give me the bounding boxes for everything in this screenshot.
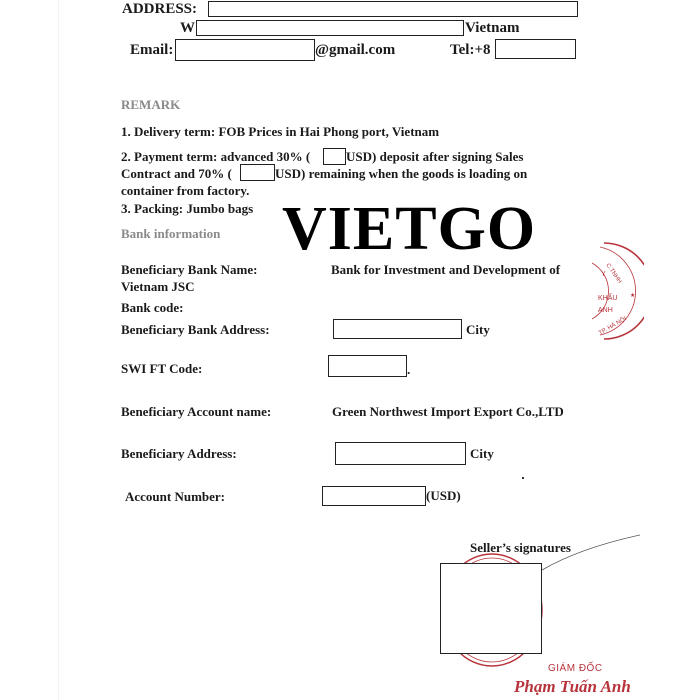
account-number-currency: (USD) — [426, 488, 461, 503]
swift-field[interactable] — [328, 355, 407, 377]
payment-line-1b: USD) deposit after signing Sales — [346, 149, 524, 164]
signature-stroke — [542, 535, 640, 570]
company-stamp-partial — [584, 235, 644, 345]
address-label: ADDRESS: — [122, 1, 198, 17]
stamp-text-4: TP. HÀ NỘI — [598, 316, 628, 337]
scan-edge — [58, 0, 59, 700]
bank-address-field[interactable] — [333, 319, 462, 339]
beneficiary-address-city: City — [470, 446, 494, 461]
account-number-field[interactable] — [322, 486, 426, 506]
delivery-term: 1. Delivery term: FOB Prices in Hai Phong port, Vietnam — [121, 124, 440, 139]
vietgo-watermark: VIETGO — [282, 195, 537, 263]
beneficiary-address-field[interactable] — [335, 442, 466, 465]
payment-line-2b: USD) remaining when the goods is loading on — [275, 166, 528, 181]
email-domain: @gmail.com — [315, 42, 396, 58]
stamp-text-3: ANH — [598, 307, 613, 314]
seller-signature-label: Seller’s signatures — [470, 540, 571, 555]
deposit-amount-field[interactable] — [323, 148, 346, 165]
bank-heading: Bank information — [121, 226, 221, 241]
bank-name-value: Bank for Investment and Development of — [331, 262, 561, 277]
account-name-label: Beneficiary Account name: — [121, 404, 272, 419]
email-label: Email: — [130, 42, 174, 58]
director-name: Phạm Tuấn Anh — [514, 677, 631, 696]
ward-prefix: W — [180, 20, 195, 36]
beneficiary-address-label: Beneficiary Address: — [121, 446, 237, 461]
remark-heading: REMARK — [121, 97, 181, 112]
address-field[interactable] — [208, 1, 578, 17]
signature-box[interactable] — [440, 563, 542, 654]
country-text: Vietnam — [465, 20, 520, 36]
scan-speck — [522, 477, 524, 479]
stamp-star-icon: ★ — [630, 293, 636, 299]
payment-line-1a: 2. Payment term: advanced 30% ( — [121, 149, 311, 164]
account-number-label: Account Number: — [125, 489, 226, 504]
tel-field[interactable] — [495, 39, 576, 59]
director-title: GIÁM ĐỐC — [548, 663, 603, 674]
payment-line-3: container from factory. — [121, 183, 250, 198]
account-name-value: Green Northwest Import Export Co.,LTD — [332, 404, 564, 419]
email-field[interactable] — [175, 39, 315, 61]
ward-field[interactable] — [196, 20, 464, 36]
remaining-amount-field[interactable] — [240, 164, 275, 181]
bank-address-city: City — [466, 322, 490, 337]
bank-name-label: Beneficiary Bank Name: — [121, 262, 258, 277]
payment-line-2a: Contract and 70% ( — [121, 166, 232, 181]
packing-term: 3. Packing: Jumbo bags — [121, 201, 254, 216]
stamp-text-1: C.TNHH — [604, 262, 623, 285]
bank-code-label: Bank code: — [121, 300, 184, 315]
swift-label: SWI FT Code: — [121, 361, 203, 376]
swift-suffix: . — [407, 362, 411, 377]
bank-name-value-cont: Vietnam JSC — [121, 279, 195, 294]
stamp-text-2: KHẨU — [598, 295, 618, 302]
tel-label: Tel:+8 — [450, 42, 491, 58]
stamp-text-5: Y — [601, 271, 606, 278]
bank-address-label: Beneficiary Bank Address: — [121, 322, 270, 337]
